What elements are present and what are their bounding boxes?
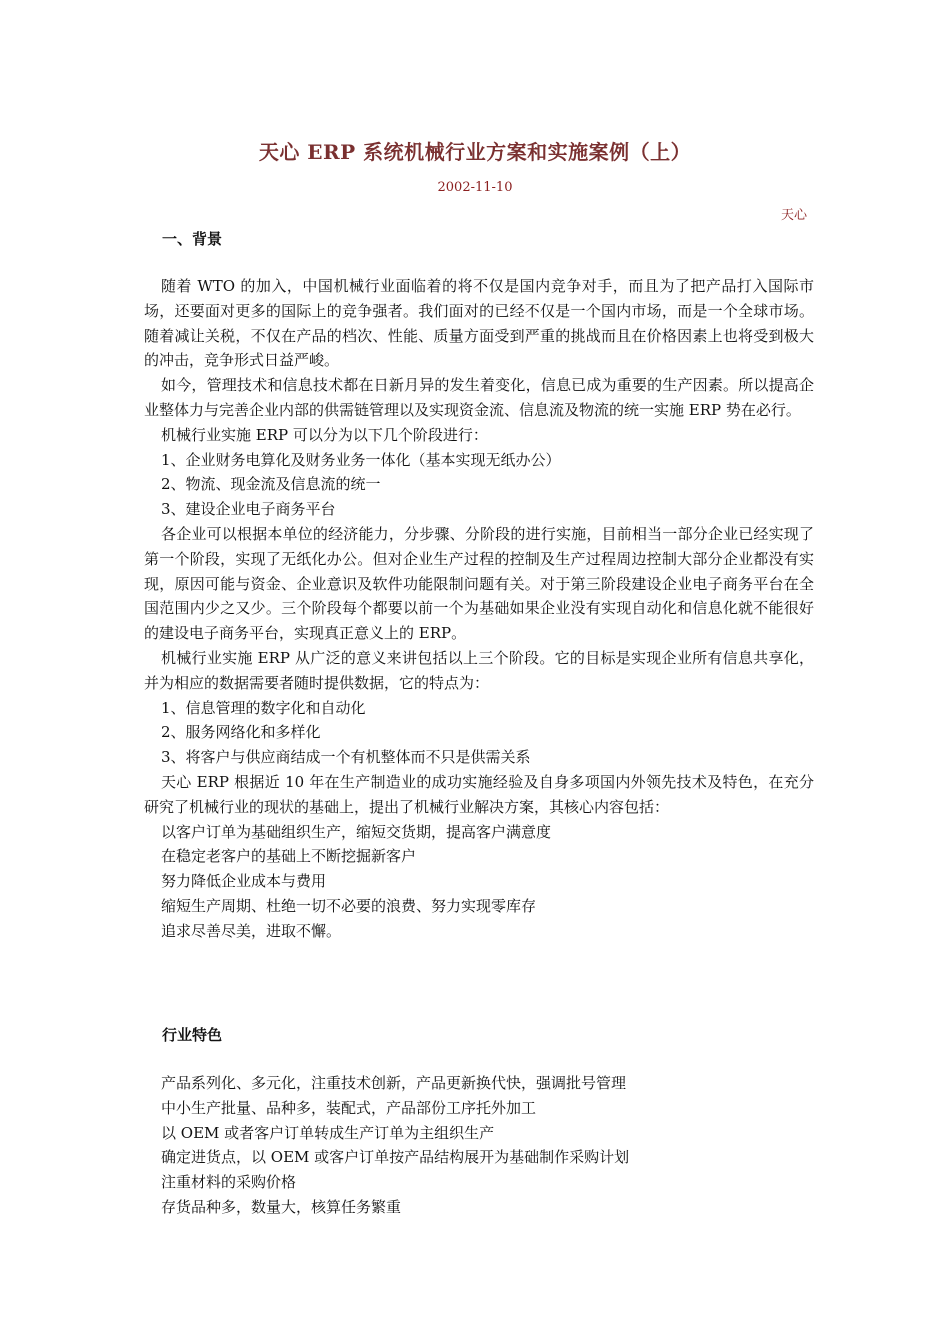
list-item: 以 OEM 或者客户订单转成生产订单为主组织生产 bbox=[161, 1123, 495, 1142]
page-title: 天心 ERP 系统机械行业方案和实施案例（上） bbox=[258, 140, 692, 164]
list-item: 3、将客户与供应商结成一个有机整体而不只是供需关系 bbox=[161, 748, 531, 767]
list-item: 2、服务网络化和多样化 bbox=[161, 723, 321, 742]
list-item: 中小生产批量、品种多，装配式，产品部份工序托外加工 bbox=[161, 1098, 537, 1117]
list-item: 2、物流、现金流及信息流的统一 bbox=[161, 475, 381, 494]
paragraph: 随着 WTO 的加入，中国机械行业面临着的将不仅是国内竞争对手，而且为了把产品打入国际市场，还要面对更多的国际上的竞争强者。我们面对的已经不仅是一个国内市场，而是一个全球市场。随着减让关税，不仅在产品的档次、性能、质量方面受到严重的挑战而且在价格因素上也将受到极大的冲击，竞争形式日益严峻。 bbox=[144, 277, 814, 370]
list-item: 努力降低企业成本与费用 bbox=[161, 872, 327, 891]
list-item: 1、企业财务电算化及财务业务一体化（基本实现无纸办公） bbox=[161, 450, 561, 469]
list-item: 以客户订单为基础组织生产，缩短交货期，提高客户满意度 bbox=[161, 822, 552, 841]
list-item: 缩短生产周期、杜绝一切不必要的浪费、努力实现零库存 bbox=[161, 896, 537, 915]
paragraph: 如今，管理技术和信息技术都在日新月异的发生着变化，信息已成为重要的生产因素。所以提高企业整体力与完善企业内部的供需链管理以及实现资金流、信息流及物流的统一实施 ERP 势在必行。 bbox=[144, 376, 814, 419]
list-item: 1、信息管理的数字化和自动化 bbox=[161, 698, 366, 717]
list-item: 在稳定老客户的基础上不断挖掘新客户 bbox=[161, 847, 417, 866]
section-body-background bbox=[144, 274, 814, 944]
paragraph: 各企业可以根据本单位的经济能力，分步骤、分阶段的进行实施，目前相当一部分企业已经实现了第一个阶段，实现了无纸化办公。但对企业生产过程的控制及生产过程周边控制大部分企业都没有实现，原因可能与资金、企业意识及软件功能限制问题有关。对于第三阶段建设企业电子商务平台在全国范围内少之又少。三个阶段每个都要以前一个为基础如果企业没有实现自动化和信息化就不能很好的建设电子商务平台，实现真正意义上的 ERP。 bbox=[144, 524, 814, 643]
paragraph: 机械行业实施 ERP 可以分为以下几个阶段进行： bbox=[161, 425, 488, 444]
author-name: 天心 bbox=[780, 208, 807, 223]
list-item: 产品系列化、多元化，注重技术创新，产品更新换代快，强调批号管理 bbox=[161, 1074, 627, 1092]
list-item: 确定进货点，以 OEM 或客户订单按产品结构展开为基础制作采购计划 bbox=[161, 1148, 630, 1167]
list-item: 注重材料的采购价格 bbox=[161, 1173, 297, 1192]
paragraph: 天心 ERP 根据近 10 年在生产制造业的成功实施经验及自身多项国内外领先技术及特色，在充分研究了机械行业的现状的基础上，提出了机械行业解决方案，其核心内容包括： bbox=[144, 772, 814, 816]
section-body-industry bbox=[144, 1071, 814, 1220]
publish-date: 2002-11-10 bbox=[437, 180, 513, 195]
list-item: 3、建设企业电子商务平台 bbox=[161, 500, 336, 519]
list-item: 存货品种多，数量大，核算任务繁重 bbox=[161, 1197, 402, 1216]
section-heading-industry: 行业特色 bbox=[162, 1026, 223, 1044]
paragraph: 机械行业实施 ERP 从广泛的意义来讲包括以上三个阶段。它的目标是实现企业所有信息共享化，并为相应的数据需要者随时提供数据，它的特点为： bbox=[144, 648, 814, 692]
list-item: 追求尽善尽美，进取不懈。 bbox=[161, 921, 342, 940]
section-heading-background: 一、背景 bbox=[162, 230, 223, 248]
